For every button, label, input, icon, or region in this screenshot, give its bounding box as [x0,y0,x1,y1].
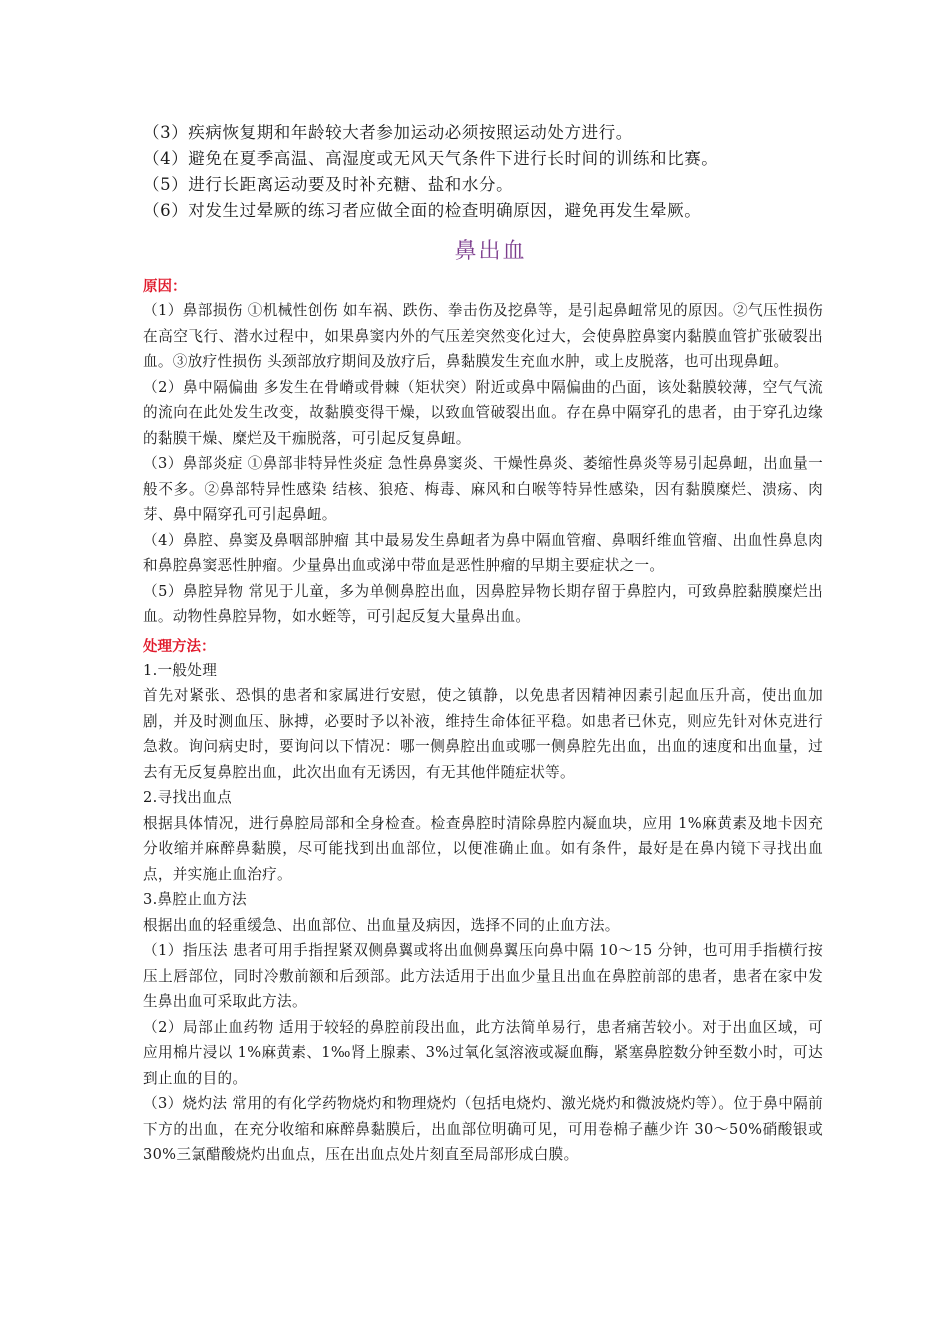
cause-item: （3）鼻部炎症 ①鼻部非特异性炎症 急性鼻鼻窦炎、干燥性鼻炎、萎缩性鼻炎等易引起鼻衄，出血量一般不多。②鼻部特异性感染 结核、狼疮、梅毒、麻风和白喉等特异性感染，因有黏膜糜烂、溃疡、肉芽、鼻中隔穿孔可引起鼻衄。 [143,455,823,523]
intro-item: （4）避免在夏季高温、高湿度或无风天气条件下进行长时间的训练和比赛。 [143,149,719,168]
treatment-list [143,658,823,1168]
cause-item: （1）鼻部损伤 ①机械性创伤 如车祸、跌伤、拳击伤及挖鼻等，是引起鼻衄常见的原因。②气压性损伤 在高空飞行、潜水过程中，如果鼻窦内外的气压差突然变化过大，会使鼻腔鼻窦内黏膜血管扩张破裂出血。③放疗性损伤 头颈部放疗期间及放疗后，鼻黏膜发生充血水肿，或上皮脱落，也可出现鼻衄。 [143,302,823,370]
cause-item: （5）鼻腔异物 常见于儿童，多为单侧鼻腔出血，因鼻腔异物长期存留于鼻腔内，可致鼻腔黏膜糜烂出血。动物性鼻腔异物，如水蛭等，可引起反复大量鼻出血。 [143,582,823,625]
treatment-paragraph: （1）指压法 患者可用手指捏紧双侧鼻翼或将出血侧鼻翼压向鼻中隔 10～15 分钟，也可用手指横行按压上唇部位，同时冷敷前额和后颈部。此方法适用于出血少量且出血在鼻腔前部的患者，患者在家中发生鼻出血可采取此方法。 [143,942,823,1010]
treatment-subheading: 1.一般处理 [143,661,218,679]
causes-list [143,298,823,630]
intro-item: （5）进行长距离运动要及时补充糖、盐和水分。 [143,175,514,194]
section-title: 鼻出血 [454,239,527,264]
treatment-subheading: 2.寻找出血点 [143,789,232,806]
treatment-paragraph: 根据出血的轻重缓急、出血部位、出血量及病因，选择不同的止血方法。 [143,916,620,934]
treatment-paragraph: （3）烧灼法 常用的有化学药物烧灼和物理烧灼（包括电烧灼、激光烧灼和微波烧灼等）。位于鼻中隔前下方的出血，在充分收缩和麻醉鼻黏膜后，出血部位明确可见，可用卷棉子蘸少许 30～50%硝酸银或 30%三氯醋酸烧灼出血点，压在出血点处片刻直至局部形成白膜。 [143,1095,823,1163]
treatment-paragraph: 首先对紧张、恐惧的患者和家属进行安慰，使之镇静，以免患者因精神因素引起血压升高，使出血加剧，并及时测血压、脉搏，必要时予以补液，维持生命体征平稳。如患者已休克，则应先针对休克进行急救。询问病史时，要询问以下情况：哪一侧鼻腔出血或哪一侧鼻腔先出血，出血的速度和出血量，过去有无反复鼻腔出血，此次出血有无诱因，有无其他伴随症状等。 [143,687,823,781]
content-column [143,120,823,1168]
intro-item: （6）对发生过晕厥的练习者应做全面的检查明确原因，避免再发生晕厥。 [143,201,702,220]
cause-item: （4）鼻腔、鼻窦及鼻咽部肿瘤 其中最易发生鼻衄者为鼻中隔血管瘤、鼻咽纤维血管瘤、出血性鼻息肉和鼻腔鼻窦恶性肿瘤。少量鼻出血或涕中带血是恶性肿瘤的早期主要症状之一。 [143,531,823,574]
cause-item: （2）鼻中隔偏曲 多发生在骨嵴或骨棘（矩状突）附近或鼻中隔偏曲的凸面，该处黏膜较薄，空气气流的流向在此处发生改变，故黏膜变得干燥，以致血管破裂出血。存在鼻中隔穿孔的患者，由于穿孔边缘的黏膜干燥、糜烂及干痂脱落，可引起反复鼻衄。 [143,378,823,447]
treatment-paragraph: （2）局部止血药物 适用于较轻的鼻腔前段出血，此方法简单易行，患者痛苦较小。对于出血区域，可应用棉片浸以 1%麻黄素、1‰肾上腺素、3%过氧化氢溶液或凝血酶，紧塞鼻腔数分钟至数小时，可达到止血的目的。 [143,1018,823,1087]
treatment-paragraph: 根据具体情况，进行鼻腔局部和全身检查。检查鼻腔时清除鼻腔内凝血块，应用 1%麻黄素及地卡因充分收缩并麻醉鼻黏膜，尽可能找到出血部位，以便准确止血。如有条件，最好是在鼻内镜下寻找出血点，并实施止血治疗。 [143,814,823,883]
treatment-subheading: 3.鼻腔止血方法 [143,891,247,908]
causes-heading: 原因： [143,279,187,295]
treatment-heading: 处理方法： [143,638,216,655]
intro-item: （3）疾病恢复期和年龄较大者参加运动必须按照运动处方进行。 [143,123,633,142]
intro-list [143,120,823,224]
